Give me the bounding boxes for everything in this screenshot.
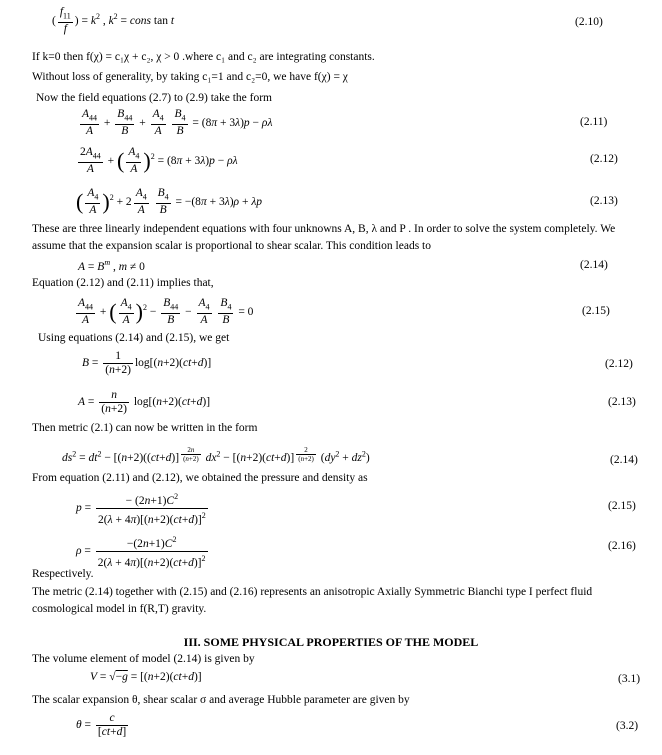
section-heading: III. SOME PHYSICAL PROPERTIES OF THE MODEL	[183, 635, 479, 649]
equation-2-13-b: A = $\frac{n}{(n+2)}$ log[(n+2)(ct+d)]	[78, 389, 211, 415]
eq-number: (3.2)	[616, 720, 639, 732]
paragraph-if-k0: If k=0 then f(χ) = c₁χ + c₂, χ > 0 .where c₁ and c₂ are integrating constants.	[32, 51, 375, 63]
paragraph-wlog: Without loss of generality, by taking c₁=1 and c₂=0, we have f(χ) = χ	[32, 71, 348, 83]
eq-number: (2.12)	[590, 153, 618, 165]
equation-2-12: $\frac{2A_{44}}{A}$ + ( $\frac{A_4}{A}$ )$^2$ = (8π + 3λ)p − ρλ	[80, 146, 238, 176]
equation-2-15-pressure: p = $\frac{- (2n+1)C^2}{2(\lambda + 4\pi)[(n+2)(ct+d)]^2}$	[76, 492, 206, 526]
paragraph-metric-represents-2: cosmological model in f(R,T) gravity.	[32, 603, 207, 615]
equation-2-12-b: B = $\frac{1}{(n+2)}$ log[(n+2)(ct+d)]	[82, 350, 212, 376]
eq-number: (2.14)	[580, 259, 608, 271]
paragraph-metric-represents-1: The metric (2.14) together with (2.15) and (2.16) represents an anisotropic Axially Symmetric Bianchi type I perfect fluid	[32, 586, 593, 598]
eq-number: (2.15)	[608, 500, 636, 512]
eq-number: (2.11)	[580, 116, 608, 128]
eq-number: (3.1)	[618, 673, 641, 685]
eq-number: (2.13)	[608, 396, 636, 408]
equation-2-16-density: ρ = $\frac{-(2n+1)C^2}{2(\lambda + 4\pi)[(n+2)(ct+d)]^2}$	[76, 535, 206, 569]
equation-3-2: θ = $\frac{c}{[ct+d]}$	[76, 712, 127, 738]
paragraph-field-equations: Now the field equations (2.7) to (2.9) take the form	[36, 92, 273, 104]
paragraph-scalar-expansion: The scalar expansion θ, shear scalar σ and average Hubble parameter are given by	[32, 694, 410, 706]
equation-2-13: ( $\frac{A_4}{A}$ )$^2$ + 2 $\frac{A_4}{A}$ $\frac{B_4}{B}$ = −(8π + 3λ)ρ + λp	[76, 187, 263, 217]
paragraph-eq-implies: Equation (2.12) and (2.11) implies that,	[32, 277, 214, 289]
eq-number: (2.13)	[590, 195, 618, 207]
equation-2-11: $\frac{A_{44}}{A}$ + $\frac{B_{44}}{B}$ + $\frac{A_4}{A}$ $\frac{B_4}{B}$ = (8π + 3λ)p − ρλ	[82, 108, 273, 138]
eq-number: (2.12)	[605, 358, 633, 370]
paragraph-from-eq: From equation (2.11) and (2.12), we obtained the pressure and density as	[32, 472, 368, 484]
paragraph-three-linear-2: assume that the expansion scalar is proportional to shear scalar. This condition leads to	[32, 240, 431, 252]
paragraph-volume-element: The volume element of model (2.14) is given by	[32, 653, 255, 665]
equation-2-14: $A = B^m$ , m ≠ 0	[78, 258, 145, 273]
eq-number: (2.10)	[575, 16, 603, 28]
eq-number: (2.15)	[582, 305, 610, 317]
paragraph-then-metric: Then metric (2.1) can now be written in the form	[32, 422, 258, 434]
paragraph-respectively: Respectively.	[32, 568, 94, 580]
eq-number: (2.16)	[608, 540, 636, 552]
eq-number: (2.14)	[610, 454, 638, 466]
equation-2-15: $\frac{A_{44}}{A}$ + ( $\frac{A_4}{A}$ )$^2$ − $\frac{B_{44}}{B}$ − $\frac{A_4}{A}$ $\frac{B_4}{B}$ = 0	[78, 297, 254, 327]
equation-2-10: ( $\frac{f_{11}}{f}$ ) = $k^2$ , $k^2$ = cons tan t	[52, 6, 175, 36]
equation-3-1: V = √−g = [(n+2)(ct+d)]	[90, 671, 202, 683]
paragraph-three-linear-1: These are three linearly independent equations with four unknowns A, B, λ and P . In order to solve the system completely. We	[32, 223, 616, 235]
paragraph-using-eq: Using equations (2.14) and (2.15), we get	[38, 332, 230, 344]
equation-2-14-metric: $ds^2 = dt^2 - [(n+2)((ct+d)]$ $^{\frac{2n}{(n+2)}}$ $dx^2 - [(n+2)(ct+d)]$ $^{\frac{2}{(n+2)}}$ $(dy^2 + dz^2)$	[62, 446, 370, 465]
